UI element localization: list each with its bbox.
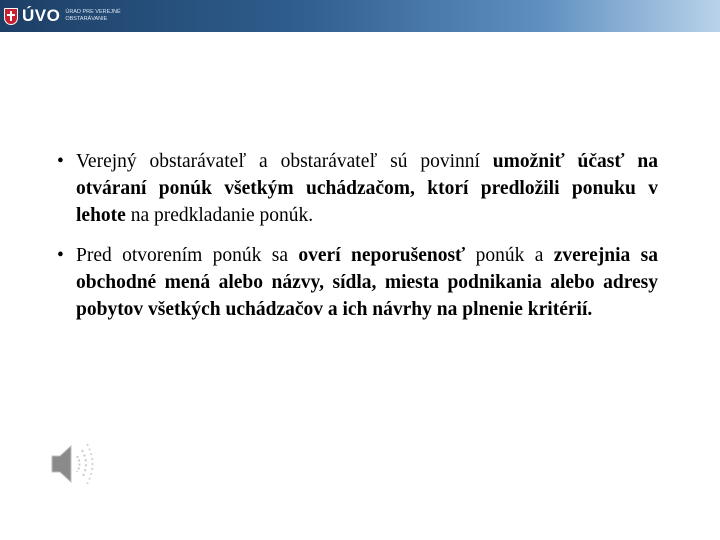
speaker-icon[interactable] — [48, 438, 100, 486]
bullet-item-2 — [56, 242, 658, 323]
slide-body — [56, 148, 658, 336]
bullet-text: Verejný obstarávateľ a obstarávateľ sú povinní — [76, 151, 493, 172]
bullet-item-1 — [56, 148, 658, 229]
bullet-text: ponúk a — [465, 245, 554, 266]
bullet-emphasis: overí neporušenosť — [298, 245, 466, 266]
uvo-logo — [4, 5, 121, 27]
bullet-emphasis: umožniť účasť na otváraní ponúk všetkým uchádzačom, ktorí predložili ponuku v lehote — [76, 151, 658, 226]
bullet-text: Pred otvorením ponúk sa — [76, 245, 299, 266]
speaker-svg — [48, 438, 100, 486]
header-bar — [0, 0, 720, 32]
slovak-crest-icon — [4, 8, 18, 25]
logo-text: ÚVO — [22, 6, 61, 25]
bullet-emphasis: zverejnia sa obchodné mená alebo názvy, sídla, miesta podnikania alebo adresy pobytov všetkých uchádzačov a ich návrhy na plnenie kritérií. — [76, 245, 658, 320]
bullet-text: na predkladanie ponúk. — [125, 205, 314, 226]
bullet-marker: • — [57, 245, 64, 266]
logo-subtitle: ÚRAD PRE VEREJNÉ OBSTARÁVANIE — [65, 9, 121, 22]
bullet-marker: • — [57, 151, 64, 172]
